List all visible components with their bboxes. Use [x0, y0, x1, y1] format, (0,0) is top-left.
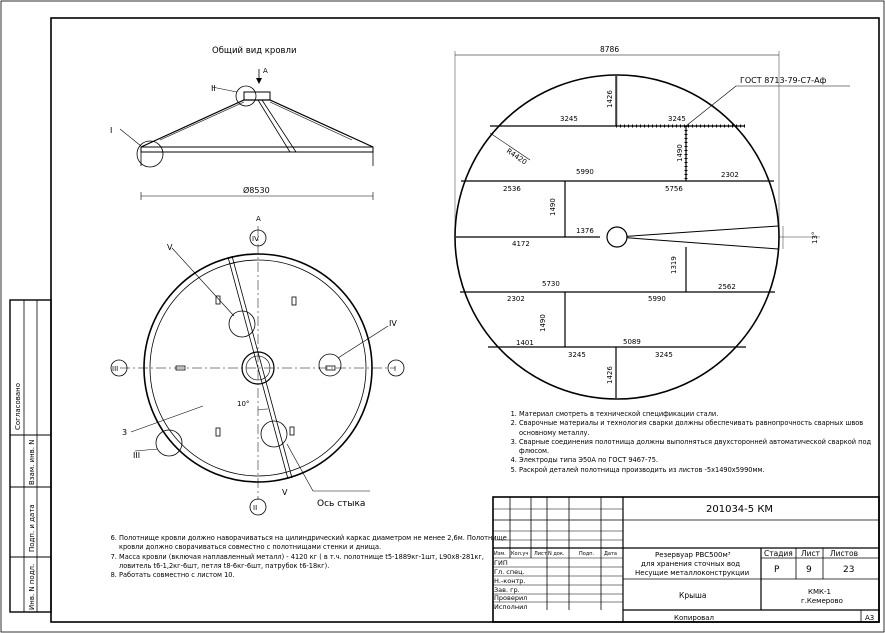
format-label: А3 — [865, 614, 875, 622]
axis-IV-label: IV — [252, 235, 259, 243]
axis-I-label: I — [394, 365, 397, 373]
dim-1490-b: 1490 — [549, 198, 557, 216]
hdr-sign: Подп. — [579, 551, 595, 557]
dim-2562: 2562 — [718, 283, 736, 291]
project-line-1: Резервуар РВС500м³ — [655, 551, 731, 559]
copied-label: Копировал — [674, 614, 714, 622]
notes-bottom — [97, 534, 509, 580]
hdr-change: Изм. — [494, 551, 506, 557]
org-line-1: КМК-1 — [808, 588, 831, 596]
dim-1490-a: 1490 — [676, 144, 684, 162]
radius-label: R4420 — [504, 147, 529, 167]
node-V-top-label: V — [167, 243, 173, 252]
role-checked: Проверил — [494, 594, 528, 602]
note-item: 5. Раскрой деталей полотнища производить из листов -5х1490х5990мм. — [519, 466, 885, 475]
roof-nozzle — [244, 92, 270, 100]
dim-2302-a: 2302 — [721, 171, 739, 179]
project-line-3: Несущие металлоконструкции — [635, 569, 750, 577]
hdr-doc: N док. — [548, 551, 565, 557]
dim-5089: 5089 — [623, 338, 641, 346]
role-chief-spec: Гл. спец. — [494, 568, 525, 576]
hdr-count: Кол.уч — [511, 551, 529, 557]
dim-2302-b: 2302 — [507, 295, 525, 303]
dim-1319: 1319 — [670, 256, 678, 274]
role-performed: Исполнил — [494, 603, 528, 611]
detail-I-label: I — [110, 126, 113, 135]
dim-3245-c: 3245 — [568, 351, 586, 359]
dim-5990-a: 5990 — [576, 168, 594, 176]
stage-value: Р — [774, 565, 780, 575]
view-arrow-icon — [256, 78, 262, 84]
stamp-sign-date: Подп. и дата — [28, 504, 36, 552]
sheets-value: 23 — [843, 565, 855, 575]
stamp-inv-orig: Инв. N подл. — [28, 563, 36, 610]
seam-axis-label: Ось стыка — [317, 499, 366, 509]
dim-5730: 5730 — [542, 280, 560, 288]
role-norm-control: Н.-контр. — [494, 577, 526, 585]
dim-1426-top: 1426 — [606, 90, 614, 108]
node-V-bottom-label: V — [282, 488, 288, 497]
lug — [290, 427, 294, 435]
lug — [292, 297, 296, 305]
doc-code: 201034-5 КМ — [706, 504, 774, 515]
detail-II-circle — [236, 86, 256, 106]
sheet-label: Лист — [801, 549, 821, 558]
sheet-title: Крыша — [679, 591, 707, 600]
dim-4172: 4172 — [512, 240, 530, 248]
dim-5990-b: 5990 — [648, 295, 666, 303]
dim-5756: 5756 — [665, 185, 683, 193]
notes-top — [497, 410, 885, 475]
dim-3245-d: 3245 — [655, 351, 673, 359]
layout-view — [455, 45, 850, 399]
general-view-title: Общий вид кровли — [212, 46, 297, 56]
note-item: 8. Работать совместно с листом 10. — [119, 571, 509, 580]
dim-1490-c: 1490 — [539, 314, 547, 332]
role-gip: ГИП — [494, 559, 508, 567]
general-view — [110, 46, 373, 200]
lug — [216, 428, 220, 436]
sheets-label: Листов — [830, 549, 859, 558]
node-IV-label: IV — [389, 319, 397, 328]
stage-label: Стадия — [764, 549, 793, 558]
general-arrow-label: А — [263, 67, 268, 75]
stamp-agreed: Согласовано — [14, 382, 22, 430]
item-3-label: 3 — [122, 428, 128, 437]
note-item: 7. Масса кровли (включая наплавленный металл) - 4120 кг ( в т.ч. полотнище t5-1889кг-1шт, L90х8-281кг, ловитель t6-1,2кг-6шт, петля t8-6кг-6шт, патрубок t6-18кг). — [119, 553, 509, 572]
note-item: 1. Материал смотреть в технической спецификации стали. — [519, 410, 885, 419]
roof-ring — [141, 147, 373, 152]
hdr-date: Дата — [604, 551, 617, 557]
overall-width-label: 8786 — [600, 45, 620, 54]
dim-3245-b: 3245 — [668, 115, 686, 123]
role-group-head: Зав. гр. — [494, 586, 520, 594]
angle-label: 10° — [237, 400, 250, 408]
detail-IV-circle — [319, 354, 341, 376]
note-item: 2. Сварочные материалы и технология сварки должны обеспечивать равнопрочность сварных швов основному металлу. — [519, 419, 885, 438]
detail-III-circle — [156, 430, 182, 456]
plan-view — [111, 215, 404, 515]
org-line-2: г.Кемерово — [801, 597, 843, 605]
note-item: 4. Электроды типа Э50А по ГОСТ 9467-75. — [519, 456, 885, 465]
axis-III-label: III — [112, 365, 119, 373]
hdr-sheet: Лист — [534, 551, 547, 557]
layout-center-hole — [607, 227, 627, 247]
dim-1376: 1376 — [576, 227, 594, 235]
note-item: 3. Сварные соединения полотнища должны выполняться двухсторонней автоматической сваркой под флюсом. — [519, 438, 885, 457]
inner-frame — [51, 18, 879, 622]
dim-2536: 2536 — [503, 185, 521, 193]
sheet-value: 9 — [806, 565, 812, 575]
stamp-replaced-inv: Взам. инв. N — [28, 439, 36, 485]
detail-V-circle — [261, 421, 287, 447]
dim-13deg: 13° — [811, 231, 819, 244]
roof-cone — [141, 100, 373, 147]
gost-note: ГОСТ 8713-79-С7-Аф — [740, 76, 827, 85]
plan-arrow-label: А — [256, 215, 261, 223]
project-line-2: для хранения сточных вод — [641, 560, 741, 568]
diameter-label: Ø8530 — [243, 186, 270, 195]
node-III-label: III — [133, 451, 141, 460]
detail-II-label: II — [211, 84, 216, 93]
dim-1401: 1401 — [516, 339, 534, 347]
dim-1426-bot: 1426 — [606, 366, 614, 384]
note-item: 6. Полотнище кровли должно наворачиваться на цилиндрический каркас диаметром не менее 2,6м. Полотнище кровли должно сворачиваться совместно с полотнищами стенки и днища. — [119, 534, 509, 553]
dim-3245-a: 3245 — [560, 115, 578, 123]
axis-II-label: II — [253, 504, 258, 512]
cut-wedge — [617, 226, 778, 249]
